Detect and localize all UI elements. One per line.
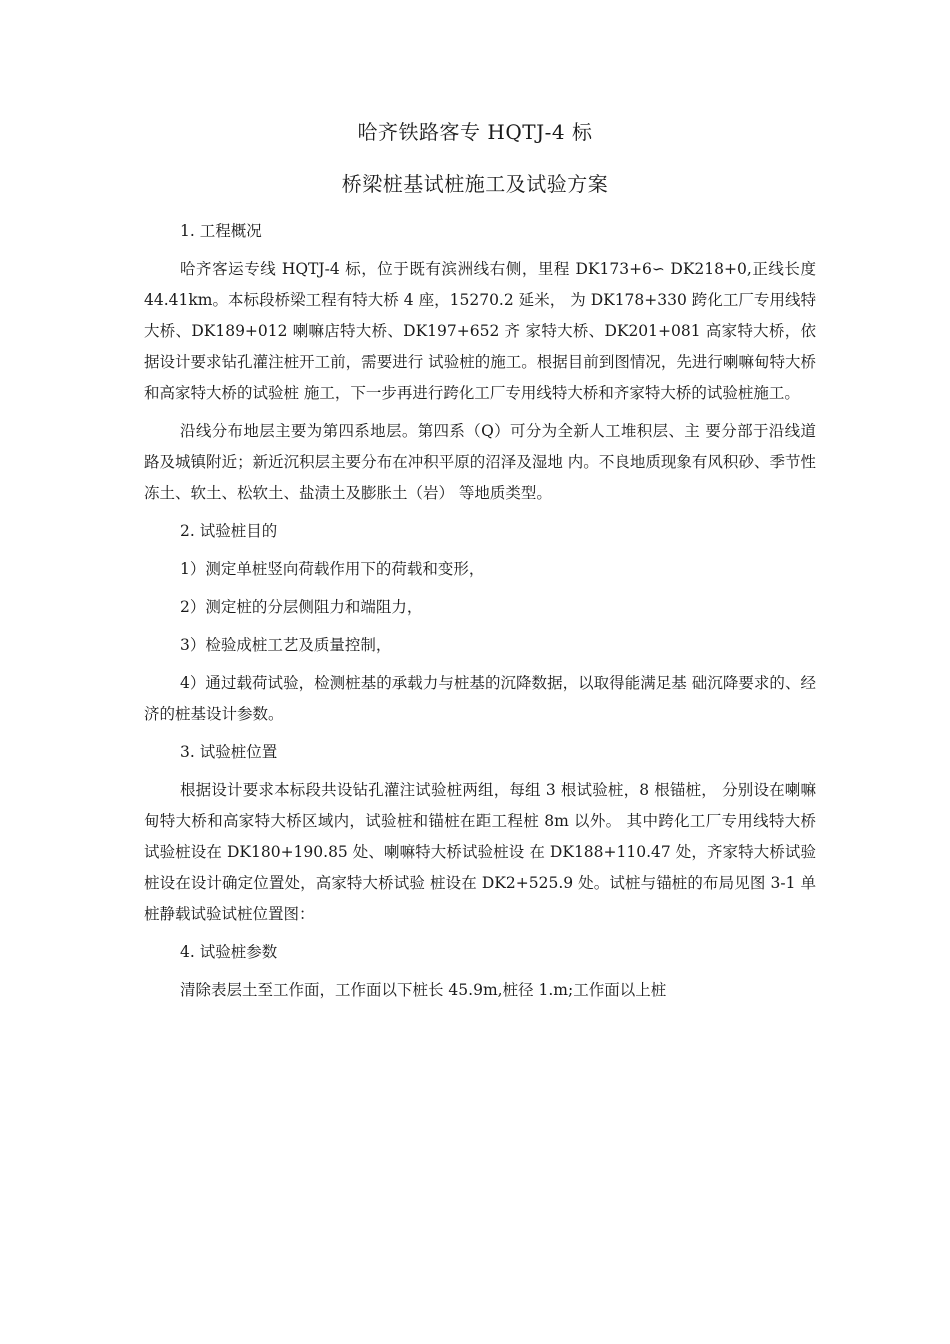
section-3-heading: 3. 试验桩位置	[180, 743, 278, 761]
section-4-paragraph-1: 清除表层土至工作面，工作面以下桩长 45.9m,桩径 1.m;工作面以上桩	[180, 981, 667, 999]
section-3-paragraph-1: 根据设计要求本标段共设钻孔灌注试验桩两组，每组 3 根试验桩，8 根锚桩， 分别设在喇嘛甸特大桥和高家特大桥区域内，试验桩和锚桩在距工程桩 8m 以外。 其中跨化工厂专用线特大桥试验桩设在 DK180+190.85 处、喇嘛特大桥试验桩设 在 DK188+110.47 处，齐家特大桥试验桩设在设计确定位置处，高家特大桥试验 桩设在 DK2+525.9 处。试桩与锚桩的布局见图 3-1 单桩静载试验试桩位置图：	[144, 781, 816, 923]
section-2-heading: 2. 试验桩目的	[180, 522, 278, 540]
section-1-heading: 1. 工程概况	[180, 222, 262, 240]
section-1-paragraph-2: 沿线分布地层主要为第四系地层。第四系（Q）可分为全新人工堆积层、主 要分部于沿线道路及城镇附近；新近沉积层主要分布在冲积平原的沼泽及湿地 内。不良地质现象有风积砂、季节性冻土、软土、松软土、盐渍土及膨胀土（岩） 等地质类型。	[144, 422, 816, 502]
section-1-paragraph-1: 哈齐客运专线 HQTJ-4 标，位于既有滨洲线右侧，里程 DK173+6∽ DK218+0,正线长度 44.41km。本标段桥梁工程有特大桥 4 座，15270.2 延米， 为 DK178+330 跨化工厂专用线特大桥、DK189+012 喇嘛店特大桥、DK197+652 齐 家特大桥、DK201+081 高家特大桥，依据设计要求钻孔灌注桩开工前，需要进行 试验桩的施工。根据目前到图情况，先进行喇嘛甸特大桥和高家特大桥的试验桩 施工，下一步再进行跨化工厂专用线特大桥和齐家特大桥的试验桩施工。	[144, 260, 816, 402]
section-2-item-2: 2）测定桩的分层侧阻力和端阻力，	[180, 598, 423, 616]
section-2-item-1: 1）测定单桩竖向荷载作用下的荷载和变形，	[180, 560, 485, 578]
section-4-heading: 4. 试验桩参数	[180, 943, 278, 961]
document-body	[144, 216, 816, 1006]
document-title-line2: 桥梁桩基试桩施工及试验方案	[341, 172, 609, 196]
section-2-item-4: 4）通过载荷试验，检测桩基的承载力与桩基的沉降数据，以取得能满足基 础沉降要求的、经济的桩基设计参数。	[144, 674, 816, 723]
section-2-item-3: 3）检验成桩工艺及质量控制，	[180, 636, 392, 654]
document-title-line1: 哈齐铁路客专 HQTJ-4 标	[357, 120, 593, 144]
